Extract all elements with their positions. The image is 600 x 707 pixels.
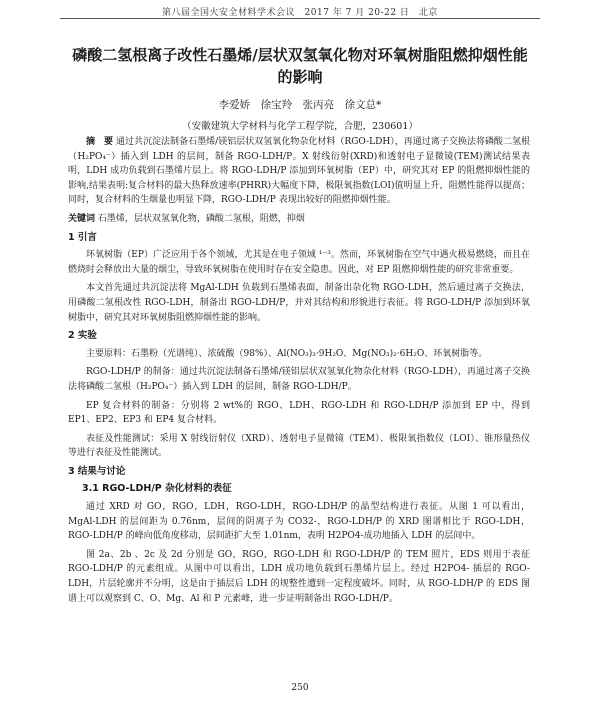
paper-body xyxy=(68,135,530,610)
prep-paragraph xyxy=(68,365,530,394)
page-number: 250 xyxy=(291,683,309,693)
materials-label: 主要原料： xyxy=(86,348,132,359)
keywords xyxy=(68,212,530,227)
ep-prep-label: EP 复合材料的制备： xyxy=(86,400,181,411)
subsection-heading-characterization: 3.1 RGO-LDH/P 杂化材料的表征 xyxy=(82,483,232,495)
test-text: 采用 X 射线衍射仪（XRD）、透射电子显微镜（TEM）、极限氧指数仪（LOI）、锥形量热仪等进行表征及性能测试。 xyxy=(68,433,530,459)
affiliation: （安徽建筑大学材料与化学工程学院，合肥，230601） xyxy=(182,121,418,132)
paper-title: 磷酸二氢根离子改性石墨烯/层状双氢氧化物对环氧树脂阻燃抑烟性能的影响 xyxy=(72,46,528,86)
header-rule xyxy=(60,18,540,19)
materials-paragraph xyxy=(68,347,530,362)
abstract xyxy=(68,135,530,208)
section-heading-results: 3 结果与讨论 xyxy=(68,465,126,477)
prep-label: RGO-LDH/P 的制备： xyxy=(86,367,180,378)
intro-paragraph-1: 环氧树脂（EP）广泛应用于各个领域，尤其是在电子领域 ¹⁻³。然而，环氧树脂在空气中遇火极易燃烧，而且在燃烧时会释放出大量的烟尘，导致环氧树脂在使用时存在安全隐患。因此，对 EP 阻燃抑烟性能的研究非常重要。 xyxy=(68,250,530,275)
test-label: 表征及性能测试： xyxy=(86,433,160,444)
results-paragraph-1: 通过 XRD 对 GO，RGO，LDH，RGO-LDH，RGO-LDH/P 的晶型结构进行表征。从图 1 可以看出，MgAl-LDH 的层间距为 0.76nm，层间的阴离子为 CO32-，RGO-LDH/P 的 XRD 图谱相比于 RGO-LDH，RGO-LDH/P 的峰向低角度移动，层间距扩大至 1.01nm，表明 H2PO4-成功地插入 LDH 的层间中。 xyxy=(68,502,530,542)
ep-prep-text: 分别将 2 wt%的 RGO、LDH、RGO-LDH 和 RGO-LDH/P 添加到 EP 中，得到 EP1、EP2、EP3 和 EP4 复合材料。 xyxy=(68,400,530,426)
test-paragraph xyxy=(68,432,530,461)
materials-text: 石墨粉（光谱纯）、浓硫酸（98%）、Al(NO₃)₃·9H₂O、Mg(NO₃)₂·6H₂O、环氧树脂等。 xyxy=(131,348,488,359)
section-heading-intro: 1 引言 xyxy=(68,231,97,243)
abstract-text: 通过共沉淀法制备石墨烯/镁铝层状双氢氧化物杂化材料（RGO-LDH），再通过离子交换法将磷酸二氢根（H₂PO₄⁻）插入到 LDH 的层间，制备 RGO-LDH/P。X 射线衍射(XRD)和透射电子显微镜(TEM)测试结果表明，LDH 成功负载到石墨烯片层上。将 RGO-LDH/P 添加到环氧树脂（EP）中，研究其对 EP 的阻燃抑烟性能的影响,结果表明:复合材料的最大热释放速率(PHRR)大幅度下降，极限氧指数(LOI)值明显上升，阻燃性能得以提高；同时，复合材料的生烟量也明显下降，RGO-LDH/P 表现出较好的阻燃抑烟性能。 xyxy=(68,137,530,206)
keywords-text: 石墨烯，层状双氢氧化物，磷酸二氢根，阻燃，抑烟 xyxy=(97,213,305,224)
abstract-label: 摘 要 xyxy=(86,137,114,147)
keywords-label: 关键词 xyxy=(68,213,96,224)
conference-header: 第八届全国火安全材料学术会议 2017 年 7 月 20-22 日 北京 xyxy=(162,8,438,18)
section-heading-experiment: 2 实验 xyxy=(68,330,97,342)
prep-text: 通过共沉淀法制备石墨烯/镁铝层状双氢氧化物杂化材料（RGO-LDH），再通过离子交换法将磷酸二氢根（H₂PO₄⁻）插入到 LDH 的层间，制备 RGO-LDH/P。 xyxy=(68,367,531,392)
intro-paragraph-2: 本文首先通过共沉淀法将 MgAl-LDH 负载到石墨烯表面，制备出杂化物 RGO-LDH，然后通过离子交换法，用磷酸二氢根改性 RGO-LDH，制备出 RGO-LDH/P，并对其结构和形貌进行表征。将 RGO-LDH/P 添加到环氧树脂中，研究其对环氧树脂阻燃抑烟性能的影响。 xyxy=(68,283,530,323)
authors: 李爱娇 徐宝羚 张丙亮 徐文总* xyxy=(218,99,382,111)
ep-prep-paragraph xyxy=(68,399,530,428)
results-paragraph-2: 图 2a、2b 、2c 及 2d 分别是 GO，RGO，RGO-LDH 和 RGO-LDH/P 的 TEM 照片，EDS 则用于表征 RGO-LDH/P 的元素组成。从图中可以看出，LDH 成功地负载到石墨烯片层上。经过 H2PO4- 插层的 RGO-LDH，片层轮廓并不分明，这是由于插层后 LDH 的规整性遭到一定程度破坏。同时，从 RGO-LDH/P 的 EDS 图谱上可以观察到 C、O、Mg、Al 和 P 元素峰，进一步证明制备出 RGO-LDH/P。 xyxy=(68,549,530,604)
